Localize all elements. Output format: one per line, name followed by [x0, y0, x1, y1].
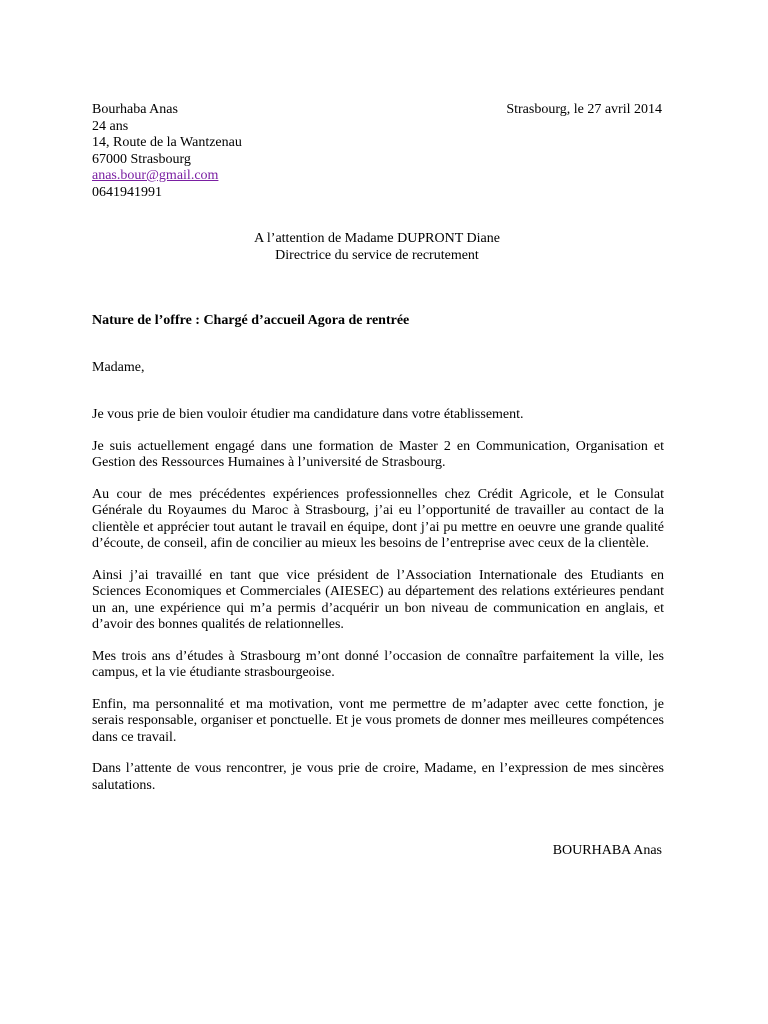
recipient-block — [92, 231, 662, 265]
body-paragraph: Je vous prie de bien vouloir étudier ma candidature dans votre établissement. — [92, 407, 524, 422]
recipient-attention: A l’attention de Madame DUPRONT Diane — [254, 231, 500, 246]
salutation: Madame, — [92, 360, 145, 375]
sender-phone: 0641941991 — [92, 184, 162, 200]
signature: BOURHABA Anas — [552, 843, 662, 858]
body-paragraph: Au cour de mes précédentes expériences professionnelles chez Crédit Agricole, et le Consulat Générale du Royaumes du Maroc à Strasbourg, j’ai eu l’opportunité de travailler au contact de la clientèle et apprécier tout autant le travail en équipe, dont j’ai pu mettre en oeuvre une grande qualité d’écoute, de conseil, afin de concilier au mieux les besoins de l’entreprise avec ceux de la clientèle. — [92, 486, 664, 551]
sender-block — [92, 102, 242, 201]
sender-age: 24 ans — [92, 118, 129, 134]
recipient-title: Directrice du service de recrutement — [275, 248, 479, 263]
sender-email-link[interactable]: anas.bour@gmail.com — [92, 168, 219, 183]
letter-body — [92, 407, 664, 809]
body-paragraph: Enfin, ma personnalité et ma motivation, vont me permettre de m’adapter avec cette fonction, je serais responsable, organiser et ponctuelle. Et je vous promets de donner mes meilleures compétences dans ce travail. — [92, 696, 664, 745]
body-paragraph: Je suis actuellement engagé dans une formation de Master 2 en Communication, Organisation et Gestion des Ressources Humaines à l’université de Strasbourg. — [92, 438, 664, 470]
subject-line: Nature de l’offre : Chargé d’accueil Agora de rentrée — [92, 313, 410, 328]
sender-city: 67000 Strasbourg — [92, 151, 191, 167]
date-line: Strasbourg, le 27 avril 2014 — [506, 102, 662, 117]
body-paragraph: Mes trois ans d’études à Strasbourg m’ont donné l’occasion de connaître parfaitement la ville, les campus, et la vie étudiante strasbourgeoise. — [92, 648, 664, 680]
body-paragraph: Ainsi j’ai travaillé en tant que vice président de l’Association Internationale des Etudiants en Sciences Economiques et Commerciales (AIESEC) au département des relations extérieures pendant un an, une expérience qui m’a permis d’acquérir un bon niveau de communication en anglais, et d’avoir des bonnes qualités de relationnelles. — [92, 567, 664, 632]
sender-name: Bourhaba Anas — [92, 102, 178, 117]
body-paragraph: Dans l’attente de vous rencontrer, je vous prie de croire, Madame, en l’expression de mes sincères salutations. — [92, 761, 664, 793]
sender-street: 14, Route de la Wantzenau — [92, 135, 242, 150]
